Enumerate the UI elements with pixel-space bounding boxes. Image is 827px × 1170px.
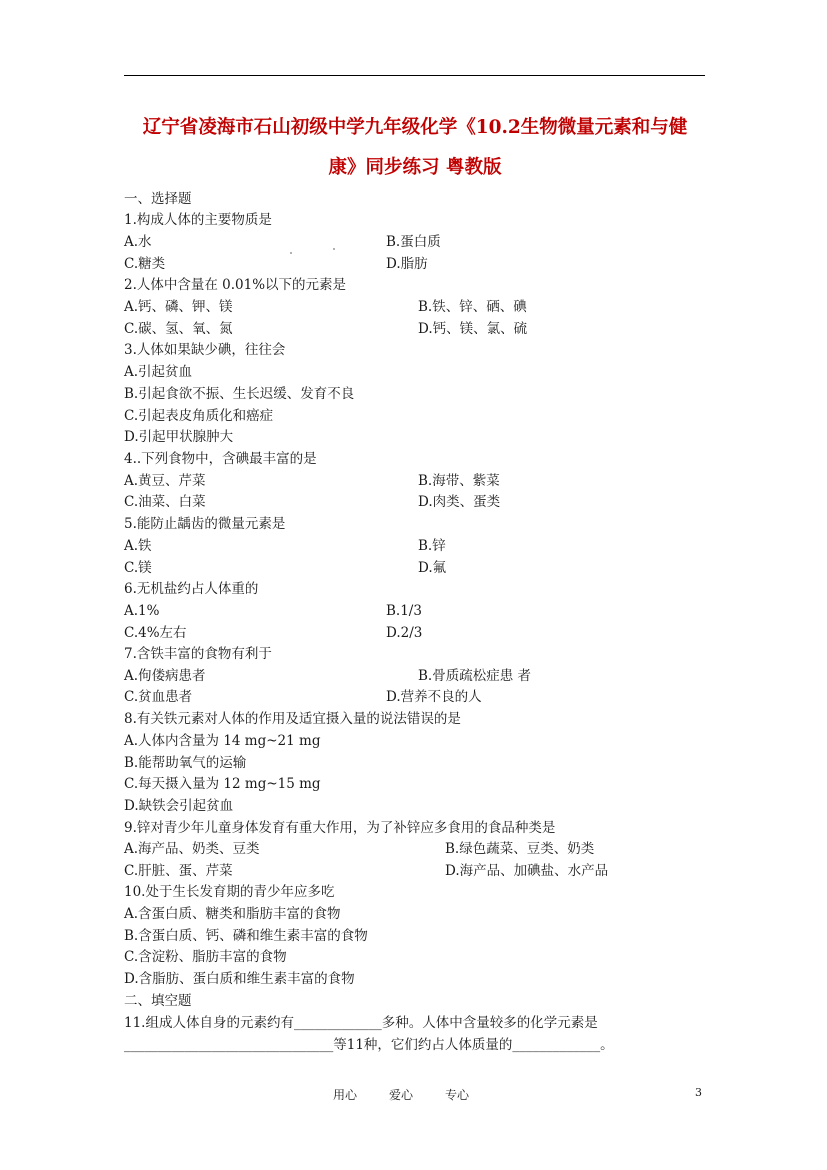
- q10-option-c: C.含淀粉、脂肪丰富的食物: [124, 949, 287, 965]
- question-6: 6.无机盐约占人体重的: [124, 581, 259, 597]
- q3-option-d: D.引起甲状腺肿大: [124, 429, 234, 445]
- section-heading-fill: 二、填空题: [124, 993, 192, 1009]
- q4-option-b: B.海带、紫菜: [418, 473, 500, 489]
- page-number: 3: [695, 1086, 702, 1099]
- q6-option-a: A.1%: [124, 603, 160, 619]
- q7-option-b: B.骨质疏松症患 者: [418, 668, 532, 684]
- question-10: 10.处于生长发育期的青少年应多吃: [124, 884, 335, 900]
- q5-option-c: C.镁: [124, 560, 152, 576]
- question-1: 1.构成人体的主要物质是: [124, 212, 272, 228]
- question-11-line1: 11.组成人体自身的元素约有_____________多种。人体中含量较多的化学元素是: [124, 1015, 598, 1031]
- question-2: 2.人体中含量在 0.01%以下的元素是: [124, 277, 347, 293]
- q4-option-a: A.黄豆、芹菜: [124, 473, 206, 489]
- q5-option-d: D.氟: [418, 560, 447, 576]
- q1-option-d: D.脂肪: [386, 256, 428, 272]
- q8-option-c: C.每天摄入量为 12 mg~15 mg: [124, 776, 321, 792]
- footer-text-3: 专心: [445, 1088, 470, 1102]
- q2-option-b: B.铁、锌、硒、碘: [418, 299, 527, 315]
- header-rule: [124, 75, 705, 76]
- q8-option-d: D.缺铁会引起贫血: [124, 798, 234, 814]
- question-3: 3.人体如果缺少碘，往往会: [124, 342, 286, 358]
- q8-option-b: B.能帮助氧气的运输: [124, 755, 247, 771]
- speck: [333, 248, 335, 250]
- q1-option-a: A.水: [124, 234, 152, 250]
- q10-option-d: D.含脂肪、蛋白质和维生素丰富的食物: [124, 971, 355, 987]
- q2-option-d: D.钙、镁、氯、硫: [418, 321, 528, 337]
- q5-option-b: B.锌: [418, 538, 446, 554]
- question-8: 8.有关铁元素对人体的作用及适宜摄入量的说法错误的是: [124, 711, 461, 727]
- q6-option-c: C.4%左右: [124, 625, 187, 641]
- question-4: 4..下列食物中，含碘最丰富的是: [124, 451, 317, 467]
- question-7: 7.含铁丰富的食物有利于: [124, 646, 272, 662]
- q9-option-b: B.绿色蔬菜、豆类、奶类: [445, 841, 595, 857]
- section-heading-choice: 一、选择题: [124, 191, 192, 207]
- q6-option-b: B.1/3: [386, 603, 422, 619]
- q9-option-c: C.肝脏、蛋、芹菜: [124, 863, 233, 879]
- speck: [290, 252, 292, 254]
- footer-text-2: 爱心: [389, 1088, 414, 1102]
- q2-option-c: C.碳、氢、氧、氮: [124, 321, 233, 337]
- q10-option-b: B.含蛋白质、钙、磷和维生素丰富的食物: [124, 928, 368, 944]
- q10-option-a: A.含蛋白质、糖类和脂肪丰富的食物: [124, 906, 341, 922]
- q7-option-d: D.营养不良的人: [386, 689, 482, 705]
- q4-option-d: D.肉类、蛋类: [418, 494, 501, 510]
- doc-title-line1: 辽宁省凌海市石山初级中学九年级化学《10.2生物微量元素和与健: [142, 117, 688, 138]
- question-9: 9.锌对青少年儿童身体发育有重大作用，为了补锌应多食用的食品种类是: [124, 820, 556, 836]
- question-5: 5.能防止龋齿的微量元素是: [124, 516, 286, 532]
- q3-option-c: C.引起表皮角质化和癌症: [124, 408, 274, 424]
- footer-text-1: 用心: [333, 1088, 358, 1102]
- doc-title-line2: 康》同步练习 粤教版: [328, 157, 502, 178]
- q5-option-a: A.铁: [124, 538, 152, 554]
- question-11-line2: _______________________________等11种，它们约占人体质量的_____________。: [124, 1037, 614, 1053]
- q1-option-b: B.蛋白质: [386, 234, 441, 250]
- q4-option-c: C.油菜、白菜: [124, 494, 206, 510]
- q2-option-a: A.钙、磷、钾、镁: [124, 299, 233, 315]
- q7-option-a: A.佝偻病患者: [124, 668, 206, 684]
- q8-option-a: A.人体内含量为 14 mg~21 mg: [124, 733, 321, 749]
- q3-option-a: A.引起贫血: [124, 364, 193, 380]
- q6-option-d: D.2/3: [386, 625, 423, 641]
- q3-option-b: B.引起食欲不振、生长迟缓、发育不良: [124, 386, 355, 402]
- q9-option-a: A.海产品、奶类、豆类: [124, 841, 260, 857]
- q1-option-c: C.糖类: [124, 256, 166, 272]
- q7-option-c: C.贫血患者: [124, 689, 193, 705]
- q9-option-d: D.海产品、加碘盐、水产品: [445, 863, 609, 879]
